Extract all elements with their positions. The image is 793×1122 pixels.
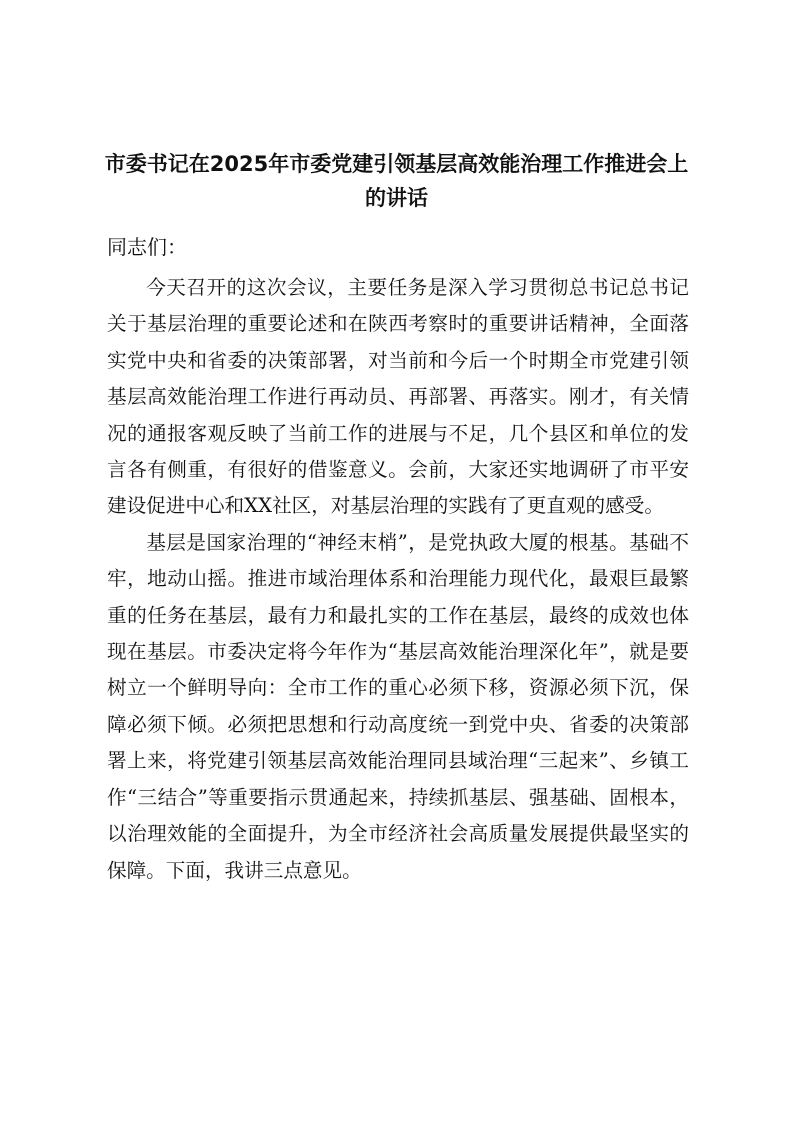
salutation: 同志们： [107,235,187,259]
document-title [100,147,693,215]
title-line-1: 市委书记在2025年市委党建引领基层高效能治理工作推进会上 [104,152,689,176]
paragraph-2: 基层是国家治理的“神经末梢”，是党执政大厦的根基。基础不牢，地动山摇。推进市域治理体系和治理能力现代化，最艰巨最繁重的任务在基层，最有力和最扎实的工作在基层，最终的成效也体现在基层。市委决定将今年作为“基层高效能治理深化年”，就是要树立一个鲜明导向：全市工作的重心必须下移，资源必须下沉，保障必须下倾。必须把思想和行动高度统一到党中央、省委的决策部署上来，将党建引领基层高效能治理同县域治理“三起来”、乡镇工作“三结合”等重要指示贯通起来，持续抓基层、强基础、固根本，以治理效能的全面提升，为全市经济社会高质量发展提供最坚实的保障。下面，我讲三点意见。 [107,530,689,882]
paragraph-1: 今天召开的这次会议，主要任务是深入学习贯彻总书记总书记关于基层治理的重要论述和在陕西考察时的重要讲话精神，全面落实党中央和省委的决策部署，对当前和今后一个时期全市党建引领基层高效能治理工作进行再动员、再部署、再落实。刚才，有关情况的通报客观反映了当前工作的进展与不足，几个县区和单位的发言各有侧重，有很好的借鉴意义。会前，大家还实地调研了市平安建设促进中心和XX社区，对基层治理的实践有了更直观的感受。 [107,276,689,518]
document-body [107,270,689,889]
title-line-2: 的讲话 [365,186,428,210]
